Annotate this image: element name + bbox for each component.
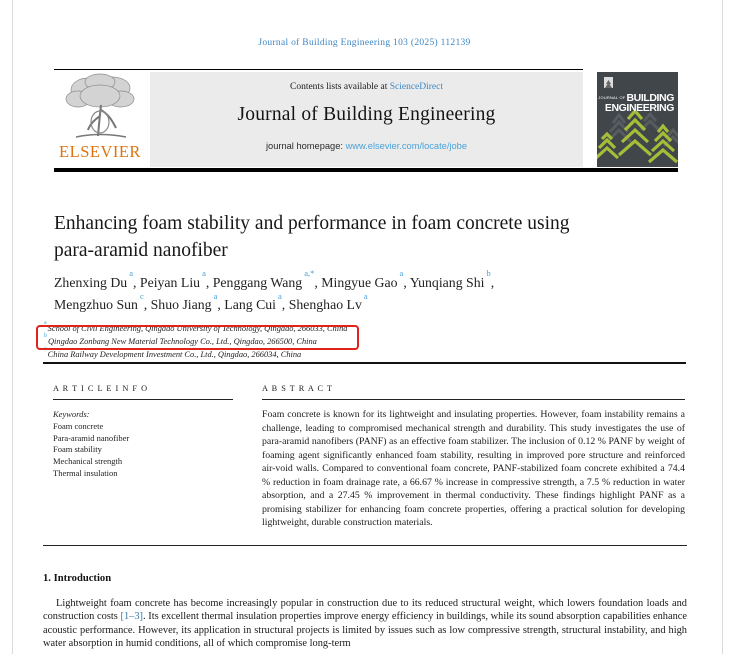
author: Mengzhuo Sun$^c$,: [54, 290, 151, 313]
homepage-prefix: journal homepage:: [265, 141, 346, 151]
journal-cover-thumbnail: [597, 72, 678, 167]
elsevier-wordmark: ELSEVIER: [59, 142, 141, 161]
keywords-block: [53, 409, 235, 480]
author: Shuo Jiang$^a$,: [150, 290, 225, 313]
author: Shenghao Lv$^a$: [288, 290, 368, 313]
keyword-item: Foam concrete: [53, 420, 104, 431]
article-info-section: [53, 384, 235, 480]
author-affil-sup: b: [486, 268, 491, 278]
affiliation-a: $^a$School of Civil Engineering, Qingdao University of Technology, Qingdao, 266033, China: [44, 320, 348, 333]
introduction-paragraph: [43, 597, 687, 651]
keywords-label: Keywords:: [53, 409, 90, 419]
journal-citation-header: Journal of Building Engineering 103 (2025) 112139: [258, 38, 471, 48]
affiliation-b: $^b$Qingdao Zonbang New Material Technology Co., Ltd., Qingdao, 266500, China: [44, 333, 317, 346]
homepage-link[interactable]: www.elsevier.com/locate/jobe: [345, 141, 468, 151]
author-list: [54, 269, 654, 314]
masthead-panel: [150, 72, 583, 167]
masthead-top-rule: [54, 69, 583, 70]
article-title: [54, 210, 674, 264]
section-divider: [43, 362, 686, 364]
cover-building: BUILDING: [626, 92, 674, 104]
masthead-journal-title: Journal of Building Engineering: [237, 104, 496, 125]
author-affil-sup: a,*: [304, 268, 315, 278]
introduction-heading: 1. Introduction: [43, 573, 112, 584]
highlight-box-annotation: [36, 325, 359, 350]
cover-engineering: ENGINEERING: [604, 102, 674, 114]
abstract-text: Foam concrete is known for its lightweight and insulating properties. However, foam instability remains a challenge, leading to compromised mechanical strength and durability. This study investigates the use of para-aramid nanofibers (PANF) as an effective foam stabilizer. The inclusion of 0.12 % PANF by weight of foaming agent significantly enhanced foam stability, resulting in improved pore structure and reinforced air-void walls. Compared to conventional foam concrete, PANF-stabilized foam concrete exhibited a 74.4 % reduction in foam drainage rate, a 66.67 % increase in compressive strength, a 7.5 % reduction in water absorption, and a 27.45 % improvement in thermal conductivity. These findings highlight PANF as a promising stabilizer for enhancing foam concrete properties, offering a practical solution for developing lightweight, durable construction materials.: [262, 409, 685, 529]
abstract-heading: A B S T R A C T: [262, 384, 334, 393]
article-title-line1: Enhancing foam stability and performance in foam concrete using: [54, 213, 570, 234]
abstract-bottom-rule: [43, 545, 687, 546]
author-affil-sup: a: [363, 290, 368, 301]
affiliation-c: $^c$China Railway Development Investment Co., Ltd., Qingdao, 266034, China: [44, 346, 302, 359]
author: Mingyue Gao$^a$,: [321, 268, 410, 290]
masthead-bottom-rule: [54, 168, 678, 172]
author: Penggang Wang$^{a,*}$,: [212, 268, 322, 290]
contents-line: [150, 82, 583, 92]
keyword-item: Foam stability: [53, 444, 102, 455]
cover-journal-of: JOURNAL OF: [598, 95, 626, 100]
article-title-line2: para-aramid nanofiber: [54, 240, 228, 261]
elsevier-mini-logo-icon: [604, 77, 613, 88]
keyword-item: Para-aramid nanofiber: [53, 432, 130, 443]
author: Lang Cui$^a$,: [224, 290, 289, 313]
abstract-rule: [262, 399, 685, 400]
author-affil-sup: a: [278, 290, 282, 301]
author-affil-sup: c: [139, 290, 144, 301]
author-affil-sup: a: [129, 268, 133, 278]
contents-prefix: Contents lists available at: [289, 82, 390, 92]
citation-link[interactable]: [1–3]: [120, 611, 144, 623]
sciencedirect-link[interactable]: ScienceDirect: [389, 82, 443, 92]
author-affil-sup: a: [399, 268, 404, 278]
keyword-item: Mechanical strength: [53, 456, 123, 467]
page-right-border: [722, 0, 723, 654]
cover-trees-art: [597, 111, 678, 167]
article-info-rule: [53, 399, 233, 400]
author-affil-sup: a: [202, 268, 206, 278]
elsevier-tree-icon: [58, 72, 142, 144]
article-info-heading: A R T I C L E I N F O: [53, 384, 149, 393]
author: Peiyan Liu$^a$,: [139, 268, 213, 290]
cover-title: [597, 92, 674, 113]
intro-text: Lightweight foam concrete has become increasingly popular in construction due to its reduced structural weight, which lowers foundation loads and construction costs: [43, 598, 687, 623]
author: Yunqiang Shi$^b$,: [409, 268, 495, 290]
elsevier-logo: [52, 72, 148, 167]
abstract-section: [262, 384, 685, 530]
keyword-item: Thermal insulation: [53, 467, 118, 478]
page-left-border: [12, 0, 13, 654]
author: Zhenxing Du$^a$,: [54, 268, 140, 290]
homepage-line: [150, 141, 583, 151]
author-affil-sup: a: [213, 290, 218, 301]
intro-text: . Its excellent thermal insulation properties improve energy efficiency in buildings, while its sound absorption capabilities enhance acoustic performance. However, its application in structural projects is limited by issues such as low compressive strength, structural instability, and high water absorption in humid conditions, all of which compromise long-term: [43, 611, 688, 650]
